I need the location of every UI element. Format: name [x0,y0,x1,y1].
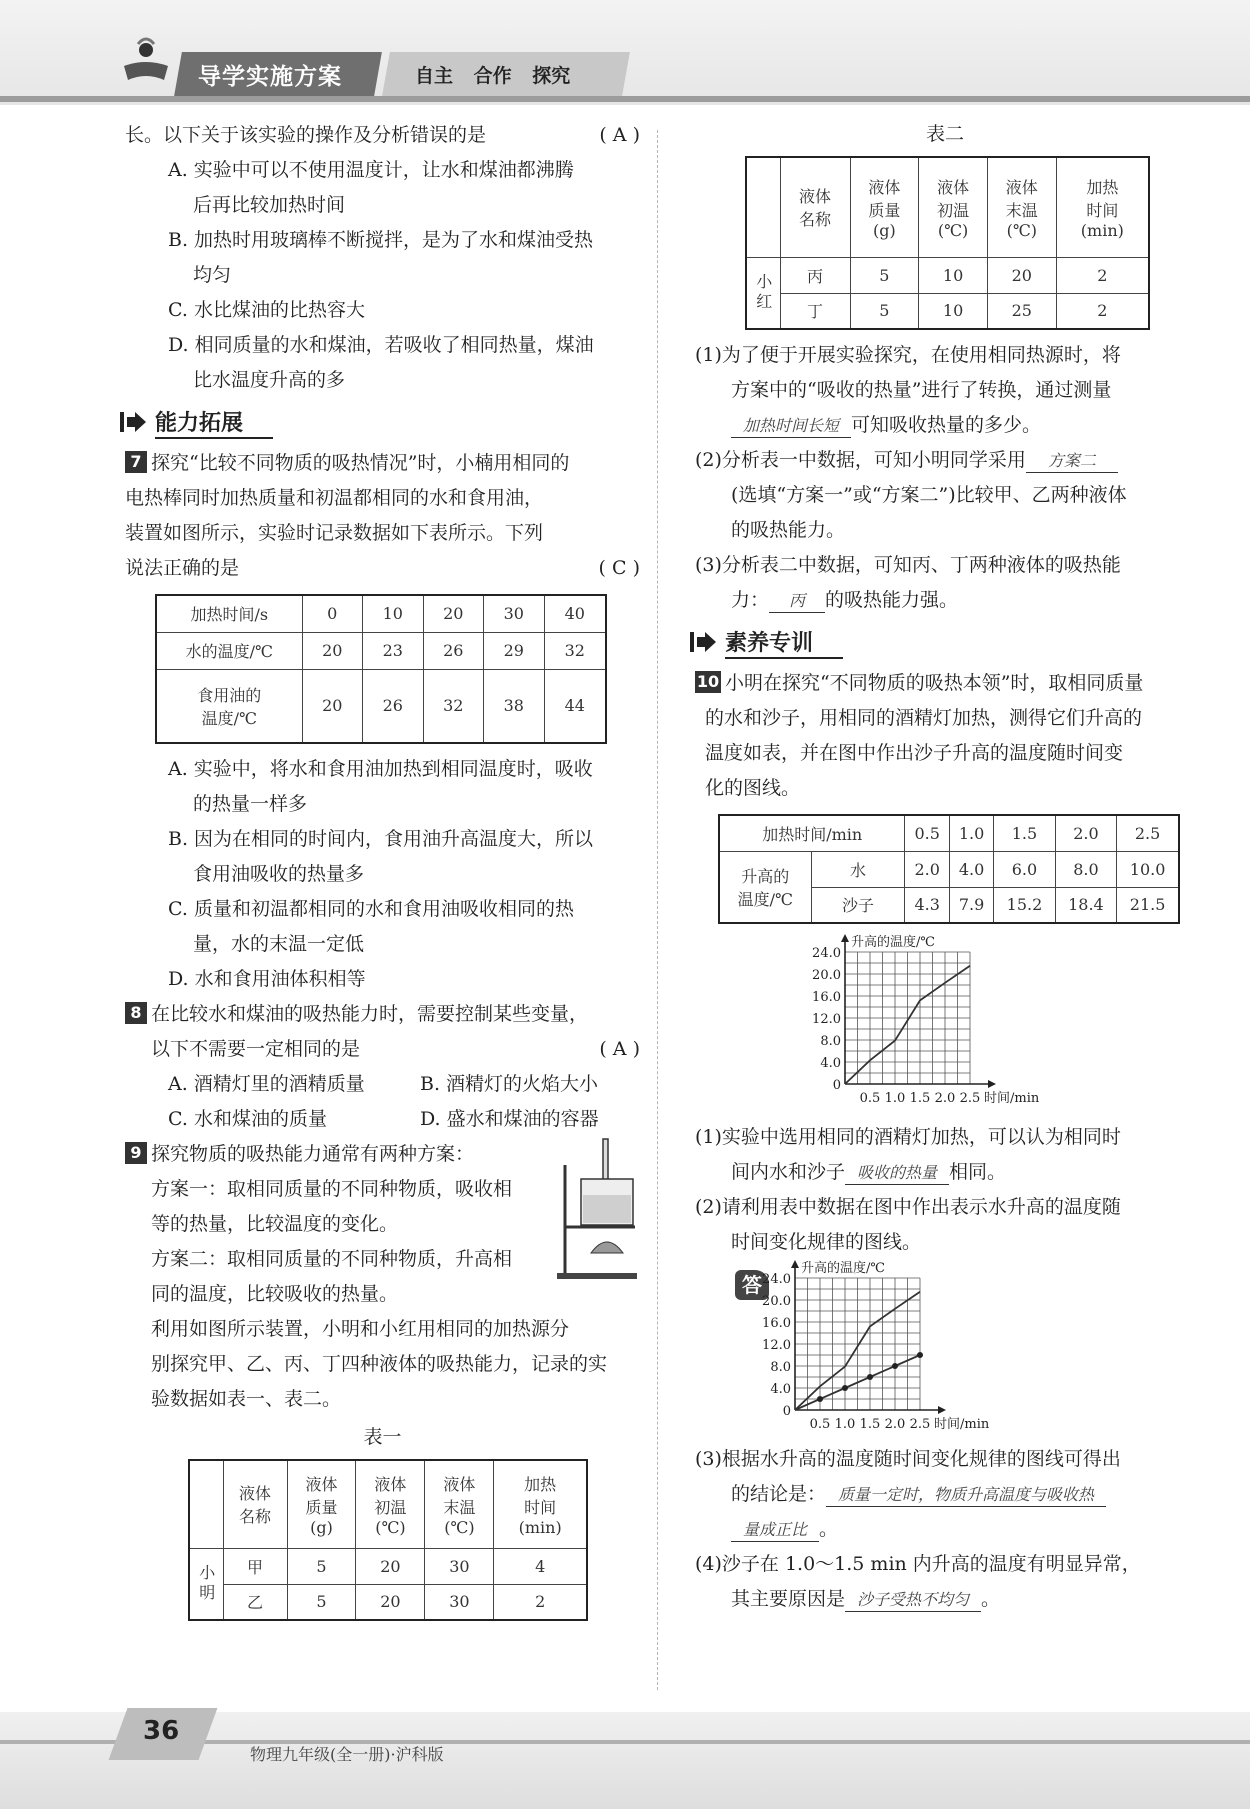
q9-sub3-line1: (3)分析表二中数据，可知丙、丁两种液体的吸热能 [695,554,1121,576]
y-tick-label: 20.0 [762,1294,791,1309]
q10-sub2-line2: 时间变化规律的图线。 [731,1231,922,1253]
reading-person-logo-icon [118,36,174,92]
q6-stem: 长。以下关于该实验的操作及分析错误的是 ( A ) [125,118,640,153]
q10-sub4-line1: (4)沙子在 1.0～1.5 min 内升高的温度有明显异常， [695,1553,1141,1575]
answer-chart-block [695,1260,1195,1442]
answer-fill: 量成正比 [731,1519,819,1542]
q10-sub4-line2: 其主要原因是 沙子受热不均匀 。 [731,1588,1001,1610]
q7-line4: 说法正确的是 ( C ) [125,551,640,586]
answer-fill: 质量一定时，物质升高温度与吸收热 [826,1484,1106,1507]
q7-number: 7 [125,451,147,473]
table-row-label: 沙子 [811,887,905,923]
table-cell: 20 [987,257,1056,293]
table-cell: 2.5 [1117,815,1179,851]
data-point [842,1385,848,1391]
page-number: 36 [143,1716,180,1746]
section-ability-expansion [119,404,640,440]
q9-line4: 方案二：取相同质量的不同种物质，升高相 [151,1248,513,1270]
y-tick-label: 8.0 [820,1034,841,1049]
q7-line2: 电热棒同时加热质量和初温都相同的水和食用油， [125,487,544,509]
q7-option-d: D. 水和食用油体积相等 [168,968,366,990]
table-cell: 1.0 [949,815,993,851]
y-tick-label: 4.0 [820,1056,841,1071]
table-cell: 32 [423,669,484,743]
table-person: 小红 [746,257,780,329]
table-cell: 32 [544,632,606,669]
x-tick-label: 0.5 [809,1417,831,1432]
y-axis-label: 升高的温度/℃ [801,1261,885,1276]
table1-caption: 表一 [363,1426,402,1448]
table-header: 液体 末温 (℃) [425,1460,494,1548]
q8-number: 8 [125,1002,147,1024]
table-header: 液体 末温 (℃) [987,157,1056,257]
table-header: 液体 质量 (g) [287,1460,356,1548]
q7-data-table [155,594,607,744]
heating-apparatus-illustration [555,1135,640,1285]
table-cell: 30 [425,1584,494,1620]
x-tick-label: 1.0 [834,1417,856,1432]
q10-sub3-line2: 的结论是： 质量一定时，物质升高温度与吸收热 [695,1477,1195,1512]
table-cell: 20 [423,595,484,632]
table-cell: 2 [1056,257,1149,293]
table-cell: 6.0 [994,851,1055,887]
q6-option-d-cont: 比水温度升高的多 [193,369,346,391]
table-cell: 23 [363,632,424,669]
q7-answer: ( C ) [598,557,640,579]
q9-sub1-line2: 方案中的“吸收的热量”进行了转换，通过测量 [731,379,1112,401]
q8-line1: 8 在比较水和煤油的吸热能力时，需要控制某些变量， [125,997,640,1032]
table-header: 液体 初温 (℃) [356,1460,425,1548]
table-header: 加热时间/min [719,815,905,851]
table-cell: 2.0 [1055,815,1116,851]
section-arrow-icon [689,629,717,655]
table-header: 液体 初温 (℃) [919,157,988,257]
answer-fill: 加热时间长短 [731,415,851,438]
q6-option-c: C. 水比煤油的比热容大 [168,299,365,321]
footer-book-title: 物理九年级(全一册)·沪科版 [250,1745,444,1764]
table-cell: 21.5 [1117,887,1179,923]
table-row-header: 升高的 温度/℃ [719,851,811,923]
q9-sub3-line2: 力： 丙 的吸热能力强。 [731,589,959,611]
table-cell: 44 [544,669,606,743]
table-cell: 0 [302,595,363,632]
q6-option-a: A. 实验中可以不使用温度计，让水和煤油都沸腾 [168,159,574,181]
table-row-header: 水的温度/℃ [156,632,302,669]
y-tick-label: 12.0 [762,1338,791,1353]
y-axis-label: 升高的温度/℃ [851,935,935,950]
data-point [892,1363,898,1369]
answer-fill: 沙子受热不均匀 [845,1589,981,1612]
y-tick-label: 8.0 [770,1360,791,1375]
header-subtitle: 自主 合作 探究 [415,65,571,87]
table-header: 液体 质量 (g) [850,157,919,257]
table-cell: 26 [363,669,424,743]
table-cell: 甲 [223,1548,287,1584]
y-tick-label: 12.0 [812,1012,841,1027]
x-tick-label: 2.5 [959,1091,981,1106]
q9-sub1-line3: 加热时间长短 可知吸收热量的多少。 [695,408,1195,443]
q9-sub1-line1: (1)为了便于开展实验探究，在使用相同热源时，将 [695,344,1121,366]
q6-option-d: D. 相同质量的水和煤油，若吸收了相同热量，煤油 [168,334,594,356]
table-cell: 4.0 [949,851,993,887]
left-column [125,118,640,1621]
table-header: 液体 名称 [780,157,850,257]
x-axis-label: 时间/min [984,1091,1040,1106]
table-cell: 30 [484,595,545,632]
q8-line2: 以下不需要一定相同的是 ( A ) [125,1032,640,1067]
q10-data-table [718,814,1180,924]
table-cell: 30 [425,1548,494,1584]
q6-option-b: B. 加热时用玻璃棒不断搅拌，是为了水和煤油受热 [168,229,594,251]
table-cell: 2 [494,1584,587,1620]
table-cell: 4.3 [905,887,949,923]
q7-line1: 7 探究“比较不同物质的吸热情况”时，小楠用相同的 [125,446,640,481]
table-cell: 8.0 [1055,851,1116,887]
y-axis-arrow-icon [841,934,849,942]
y-tick-label: 24.0 [762,1272,791,1287]
origin-label: 0 [782,1404,791,1419]
y-tick-label: 4.0 [770,1382,791,1397]
y-tick-label: 16.0 [762,1316,791,1331]
table-cell: 20 [302,669,363,743]
x-tick-label: 0.5 [859,1091,881,1106]
table-cell: 38 [484,669,545,743]
data-point [917,1352,923,1358]
answer-badge: 答 [735,1270,769,1300]
q10-sub3-line1: (3)根据水升高的温度随时间变化规律的图线可得出 [695,1448,1121,1470]
q9-sub2-line1: (2)分析表一中数据，可知小明同学采用 方案二 [695,443,1195,478]
section-arrow-icon [119,409,147,435]
table-cell: 20 [356,1548,425,1584]
table-header: 加热 时间 (min) [494,1460,587,1548]
table-cell: 5 [850,257,919,293]
q9-line8: 验数据如表一、表二。 [151,1388,342,1410]
q7-option-a-cont: 的热量一样多 [193,793,308,815]
x-tick-label: 2.5 [909,1417,931,1432]
table-header: 加热 时间 (min) [1056,157,1149,257]
q10-line2: 的水和沙子，用相同的酒精灯加热，测得它们升高的 [705,707,1143,729]
table-cell: 25 [987,293,1056,329]
x-axis-arrow-icon [988,1080,996,1088]
alcohol-lamp-icon [591,1242,623,1253]
table-cell: 1.5 [994,815,1055,851]
table-header: 液体 名称 [223,1460,287,1548]
q7-option-c-cont: 量，水的末温一定低 [193,933,365,955]
table-cell: 18.4 [1055,887,1116,923]
q7-option-c: C. 质量和初温都相同的水和食用油吸收相同的热 [168,898,574,920]
q10-sub1-line2: 间内水和沙子 吸收的热量 相同。 [731,1161,1007,1183]
x-tick-label: 2.0 [934,1091,956,1106]
table-cell: 40 [544,595,606,632]
q9-sub2-line3: 的吸热能力。 [731,519,846,541]
section-title: 能力拓展 [155,406,273,439]
table-cell: 10 [919,293,988,329]
chart-sand-temperature [795,934,1055,1112]
x-axis-label: 时间/min [934,1417,990,1432]
q9-line3: 等的热量，比较温度的变化。 [151,1213,399,1235]
table-row-header: 食用油的 温度/℃ [156,669,302,743]
q9-block [125,1137,640,1417]
section-literacy-training [689,624,1195,660]
q6-option-b-cont: 均匀 [193,264,232,286]
data-point [867,1374,873,1380]
table-person: 小明 [189,1548,223,1620]
chart-answer-water-sand [745,1260,1005,1438]
table-cell: 5 [287,1584,356,1620]
table-corner [189,1460,223,1548]
answer-fill: 方案二 [1026,450,1118,473]
q9-sub2-line2: (选填“方案一”或“方案二”)比较甲、乙两种液体 [731,484,1127,506]
header-title: 导学实施方案 [198,64,342,90]
table-cell: 10 [919,257,988,293]
q9-line6: 利用如图所示装置，小明和小红用相同的加热源分 [151,1318,570,1340]
header-rule [0,96,1250,102]
q9-line2: 方案一：取相同质量的不同种物质，吸收相 [151,1178,513,1200]
y-tick-label: 20.0 [812,968,841,983]
x-axis-arrow-icon [938,1406,946,1414]
x-tick-label: 1.0 [884,1091,906,1106]
y-axis-arrow-icon [791,1260,799,1268]
table-cell: 20 [302,632,363,669]
q10-line1: 10 小明在探究“不同物质的吸热本领”时，取相同质量 [696,672,1144,694]
table-cell: 20 [356,1584,425,1620]
q6-option-a-cont: 后再比较加热时间 [193,194,346,216]
q8-options-row2: C. 水和煤油的质量 D. 盛水和煤油的容器 [168,1108,599,1130]
q10-number: 10 [696,672,720,691]
table-cell: 乙 [223,1584,287,1620]
table-cell: 0.5 [905,815,949,851]
q9-number: 9 [125,1142,147,1164]
table-cell: 5 [850,293,919,329]
q8-answer: ( A ) [599,1038,640,1060]
x-tick-label: 1.5 [859,1417,881,1432]
table-cell: 2.0 [905,851,949,887]
answer-fill: 吸收的热量 [845,1162,949,1185]
table2-caption: 表二 [925,123,964,145]
q7-line3: 装置如图所示，实验时记录数据如下表所示。下列 [125,522,544,544]
q10-line4: 化的图线。 [705,777,801,799]
data-point [817,1396,823,1402]
table-corner [746,157,780,257]
table-cell: 2 [1056,293,1149,329]
table-cell: 丙 [780,257,850,293]
q7-option-a: A. 实验中，将水和食用油加热到相同温度时，吸收 [168,758,593,780]
y-tick-label: 16.0 [812,990,841,1005]
answer-fill: 丙 [769,590,825,613]
q10-sub2-line1: (2)请利用表中数据在图中作出表示水升高的温度随 [695,1196,1121,1218]
table-cell: 5 [287,1548,356,1584]
table-cell: 29 [484,632,545,669]
right-column [695,118,1195,1617]
table-row-label: 水 [811,851,905,887]
table-header: 加热时间/s [156,595,302,632]
table-cell: 10 [363,595,424,632]
q9-line5: 同的温度，比较吸收的热量。 [151,1283,399,1305]
origin-label: 0 [832,1078,841,1093]
table-cell: 26 [423,632,484,669]
q7-option-b-cont: 食用油吸收的热量多 [193,863,365,885]
section-title: 素养专训 [725,626,843,659]
q9-line1: 9 探究物质的吸热能力通常有两种方案： [125,1137,640,1172]
q10-sub1-line1: (1)实验中选用相同的酒精灯加热，可以认为相同时 [695,1126,1121,1148]
q9-line7: 别探究甲、乙、丙、丁四种液体的吸热能力，记录的实 [151,1353,608,1375]
table-cell: 10.0 [1117,851,1179,887]
x-tick-label: 2.0 [884,1417,906,1432]
table1 [188,1459,588,1621]
table-cell: 丁 [780,293,850,329]
column-divider [657,130,658,1690]
q6-answer: ( A ) [599,124,640,146]
table2 [745,156,1150,330]
q10-sub3-line3: 量成正比 。 [695,1512,1195,1547]
table-cell: 15.2 [994,887,1055,923]
q8-options-row1: A. 酒精灯里的酒精质量 B. 酒精灯的火焰大小 [168,1073,599,1095]
x-tick-label: 1.5 [909,1091,931,1106]
q7-option-b: B. 因为在相同的时间内，食用油升高温度大，所以 [168,828,594,850]
y-tick-label: 24.0 [812,946,841,961]
q10-line3: 温度如表，并在图中作出沙子升高的温度随时间变 [705,742,1124,764]
table-cell: 7.9 [949,887,993,923]
table-cell: 4 [494,1548,587,1584]
